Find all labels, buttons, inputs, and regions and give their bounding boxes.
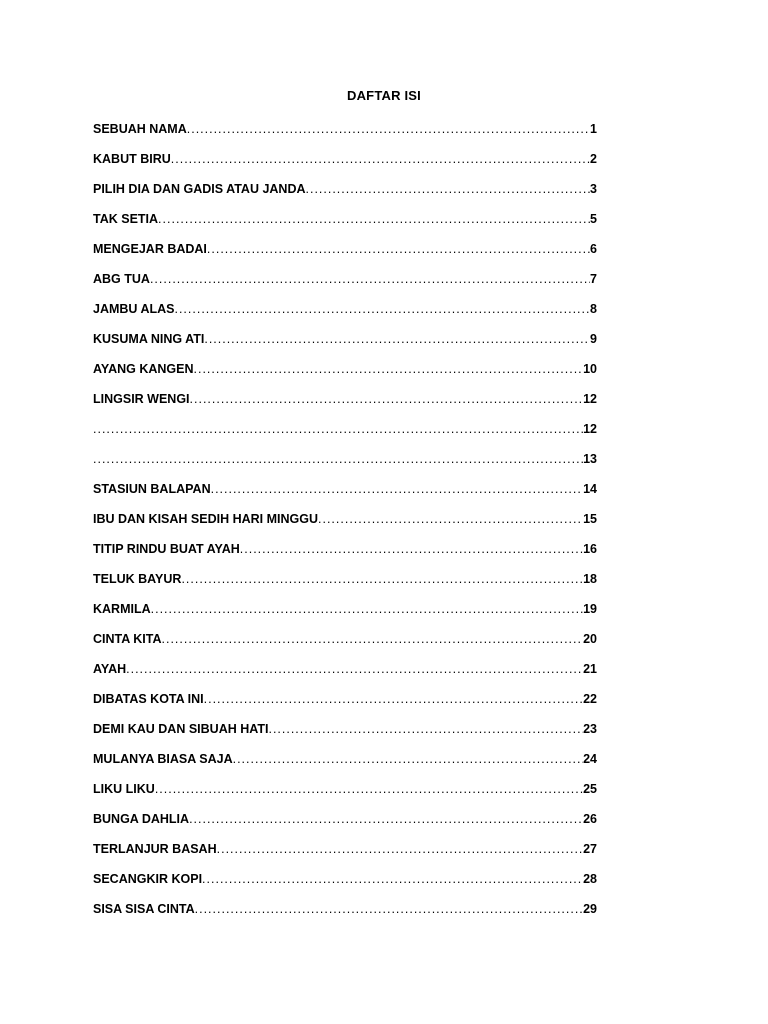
toc-entry[interactable]	[93, 480, 597, 510]
toc-dot-leader	[126, 660, 583, 678]
toc-entry-page-number: 25	[583, 782, 597, 796]
toc-entry-title: STASIUN BALAPAN	[93, 482, 211, 496]
toc-dot-leader	[318, 510, 583, 528]
toc-entry-page-number: 28	[583, 872, 597, 886]
toc-entry-title: BUNGA DAHLIA	[93, 812, 190, 826]
toc-dot-leader	[189, 810, 583, 828]
toc-dot-leader	[240, 540, 583, 558]
toc-dot-leader	[93, 450, 583, 468]
toc-entry-title: MULANYA BIASA SAJA	[93, 752, 233, 766]
toc-dot-leader	[151, 600, 583, 618]
toc-entry[interactable]	[93, 660, 597, 690]
toc-entry-title: TAK SETIA	[93, 212, 159, 226]
toc-entry[interactable]	[93, 150, 597, 180]
toc-entry[interactable]	[93, 780, 597, 810]
toc-dot-leader	[162, 630, 584, 648]
toc-entry[interactable]	[93, 840, 597, 870]
toc-entry-title: TELUK BAYUR	[93, 572, 182, 586]
toc-entry-page-number: 13	[583, 452, 597, 466]
toc-entry-title: SEBUAH NAMA	[93, 122, 187, 136]
toc-dot-leader	[207, 240, 590, 258]
toc-entry[interactable]	[93, 810, 597, 840]
toc-entry-page-number: 27	[583, 842, 597, 856]
toc-entry-title: MENGEJAR BADAI	[93, 242, 207, 256]
toc-entry-page-number: 15	[583, 512, 597, 526]
toc-entry-title: AYAH	[93, 662, 127, 676]
toc-dot-leader	[194, 360, 584, 378]
toc-entry[interactable]	[93, 540, 597, 570]
toc-entry-title: DEMI KAU DAN SIBUAH HATI	[93, 722, 269, 736]
toc-dot-leader	[171, 150, 590, 168]
toc-dot-leader	[155, 780, 583, 798]
toc-entry-title: ABG TUA	[93, 272, 150, 286]
toc-entry-title: DIBATAS KOTA INI	[93, 692, 204, 706]
toc-entry-title: KARMILA	[93, 602, 151, 616]
toc-entry[interactable]	[93, 210, 597, 240]
toc-dot-leader	[181, 570, 583, 588]
toc-dot-leader	[150, 270, 590, 288]
toc-entry-page-number: 5	[590, 212, 597, 226]
toc-entry-page-number: 12	[583, 422, 597, 436]
toc-entry[interactable]	[93, 750, 597, 780]
toc-entry[interactable]	[93, 900, 597, 930]
toc-entry[interactable]	[93, 390, 597, 420]
toc-entry[interactable]	[93, 330, 597, 360]
toc-entry-title: IBU DAN KISAH SEDIH HARI MINGGU	[93, 512, 319, 526]
toc-dot-leader	[158, 210, 590, 228]
toc-entry-title: CINTA KITA	[93, 632, 162, 646]
toc-entry-page-number: 1	[590, 122, 597, 136]
toc-entry[interactable]	[93, 510, 597, 540]
toc-entry-title: AYANG KANGEN	[93, 362, 194, 376]
toc-entry-page-number: 23	[583, 722, 597, 736]
toc-entry-page-number: 16	[583, 542, 597, 556]
toc-dot-leader	[187, 120, 590, 138]
toc-entry[interactable]	[93, 180, 597, 210]
toc-entry[interactable]	[93, 870, 597, 900]
toc-entry[interactable]	[93, 420, 597, 450]
toc-dot-leader	[233, 750, 583, 768]
toc-entry-page-number: 2	[590, 152, 597, 166]
toc-entry-title: JAMBU ALAS	[93, 302, 175, 316]
toc-dot-leader	[217, 840, 583, 858]
toc-entry-page-number: 19	[583, 602, 597, 616]
toc-dot-leader	[268, 720, 583, 738]
toc-dot-leader	[190, 390, 584, 408]
toc-entry-title: LIKU LIKU	[93, 782, 155, 796]
toc-entry-page-number: 12	[583, 392, 597, 406]
toc-dot-leader	[93, 420, 583, 438]
toc-entry-page-number: 26	[583, 812, 597, 826]
toc-entry-page-number: 3	[590, 182, 597, 196]
toc-entry[interactable]	[93, 360, 597, 390]
toc-entry-page-number: 22	[583, 692, 597, 706]
toc-entry-page-number: 21	[583, 662, 597, 676]
toc-entry-page-number: 20	[583, 632, 597, 646]
toc-entry-page-number: 14	[583, 482, 597, 496]
toc-entry-title: TERLANJUR BASAH	[93, 842, 217, 856]
toc-dot-leader	[211, 480, 584, 498]
toc-entry[interactable]	[93, 630, 597, 660]
toc-entry-page-number: 9	[590, 332, 597, 346]
toc-dot-leader	[195, 900, 583, 918]
toc-entry-page-number: 24	[583, 752, 597, 766]
toc-entry-title: KABUT BIRU	[93, 152, 171, 166]
toc-dot-leader	[174, 300, 590, 318]
toc-dot-leader	[306, 180, 591, 198]
toc-entry[interactable]	[93, 600, 597, 630]
toc-entry[interactable]	[93, 570, 597, 600]
toc-entry[interactable]	[93, 300, 597, 330]
toc-entry-page-number: 29	[583, 902, 597, 916]
toc-entry-title: LINGSIR WENGI	[93, 392, 190, 406]
toc-entry[interactable]	[93, 690, 597, 720]
toc-entry[interactable]	[93, 450, 597, 480]
toc-entry-page-number: 10	[583, 362, 597, 376]
toc-entry-title: SECANGKIR KOPI	[93, 872, 203, 886]
toc-entry-page-number: 18	[583, 572, 597, 586]
toc-entry-title: KUSUMA NING ATI	[93, 332, 205, 346]
toc-entry-title: SISA SISA CINTA	[93, 902, 195, 916]
toc-entry-title: PILIH DIA DAN GADIS ATAU JANDA	[93, 182, 306, 196]
toc-entry[interactable]	[93, 120, 597, 150]
toc-entry[interactable]	[93, 270, 597, 300]
toc-dot-leader	[204, 690, 583, 708]
toc-title: DAFTAR ISI	[347, 88, 421, 103]
toc-entry-page-number: 8	[590, 302, 597, 316]
toc-list	[93, 120, 597, 930]
toc-entry-title: TITIP RINDU BUAT AYAH	[93, 542, 240, 556]
toc-entry[interactable]	[93, 720, 597, 750]
toc-entry[interactable]	[93, 240, 597, 270]
toc-dot-leader	[202, 870, 583, 888]
toc-dot-leader	[204, 330, 590, 348]
toc-entry-page-number: 6	[590, 242, 597, 256]
toc-entry-page-number: 7	[590, 272, 597, 286]
